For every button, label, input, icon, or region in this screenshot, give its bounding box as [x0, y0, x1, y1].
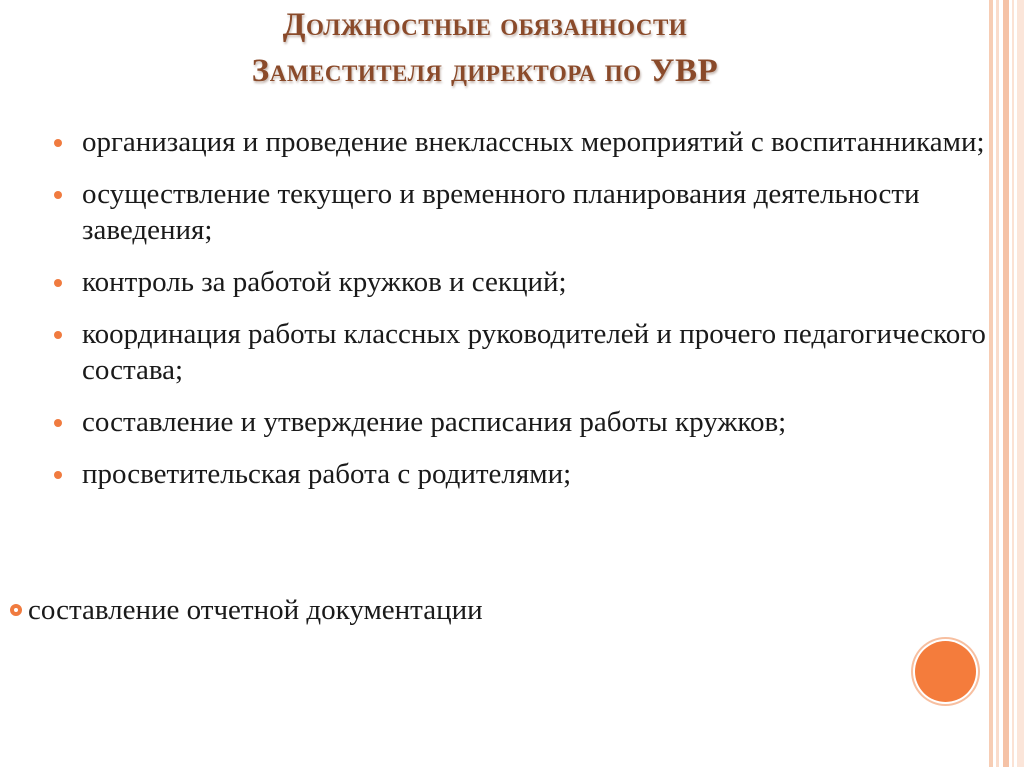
decorative-stripe — [989, 0, 993, 767]
list-item-text: просветительская работа с родителями; — [82, 458, 572, 490]
decorative-stripe — [1017, 0, 1024, 767]
decorative-stripe — [996, 0, 999, 767]
list-item — [48, 124, 988, 160]
duties-list — [48, 124, 988, 508]
extra-item-text: составление отчетной документации — [28, 594, 483, 626]
list-item — [48, 264, 988, 300]
list-item-text: осуществление текущего и временного планирования деятельности заведения; — [82, 178, 920, 246]
bullet-dot-icon — [54, 279, 62, 287]
decorative-stripe — [1012, 0, 1014, 767]
title-line-2: Заместителя директора по УВР — [251, 53, 719, 89]
bullet-dot-icon — [54, 139, 62, 147]
list-item-text: составление и утверждение расписания работы кружков; — [82, 406, 787, 438]
bullet-dot-icon — [54, 331, 62, 339]
list-item-text: контроль за работой кружков и секций; — [82, 266, 567, 298]
decorative-circle-icon — [915, 641, 976, 702]
list-item — [48, 316, 988, 388]
list-item-text: организация и проведение внеклассных мероприятий с воспитанниками; — [82, 126, 985, 158]
list-item-text: координация работы классных руководителей и прочего педагогического состава; — [82, 318, 986, 386]
list-item — [48, 176, 988, 248]
list-item — [48, 456, 988, 492]
bullet-ring-icon — [10, 604, 22, 616]
slide-title — [0, 2, 970, 94]
decorative-stripe — [1003, 0, 1009, 767]
list-item — [48, 404, 988, 440]
bullet-dot-icon — [54, 419, 62, 427]
extra-list-item — [10, 592, 483, 628]
bullet-dot-icon — [54, 471, 62, 479]
title-line-1: Должностные обязанности — [282, 7, 688, 43]
bullet-dot-icon — [54, 191, 62, 199]
